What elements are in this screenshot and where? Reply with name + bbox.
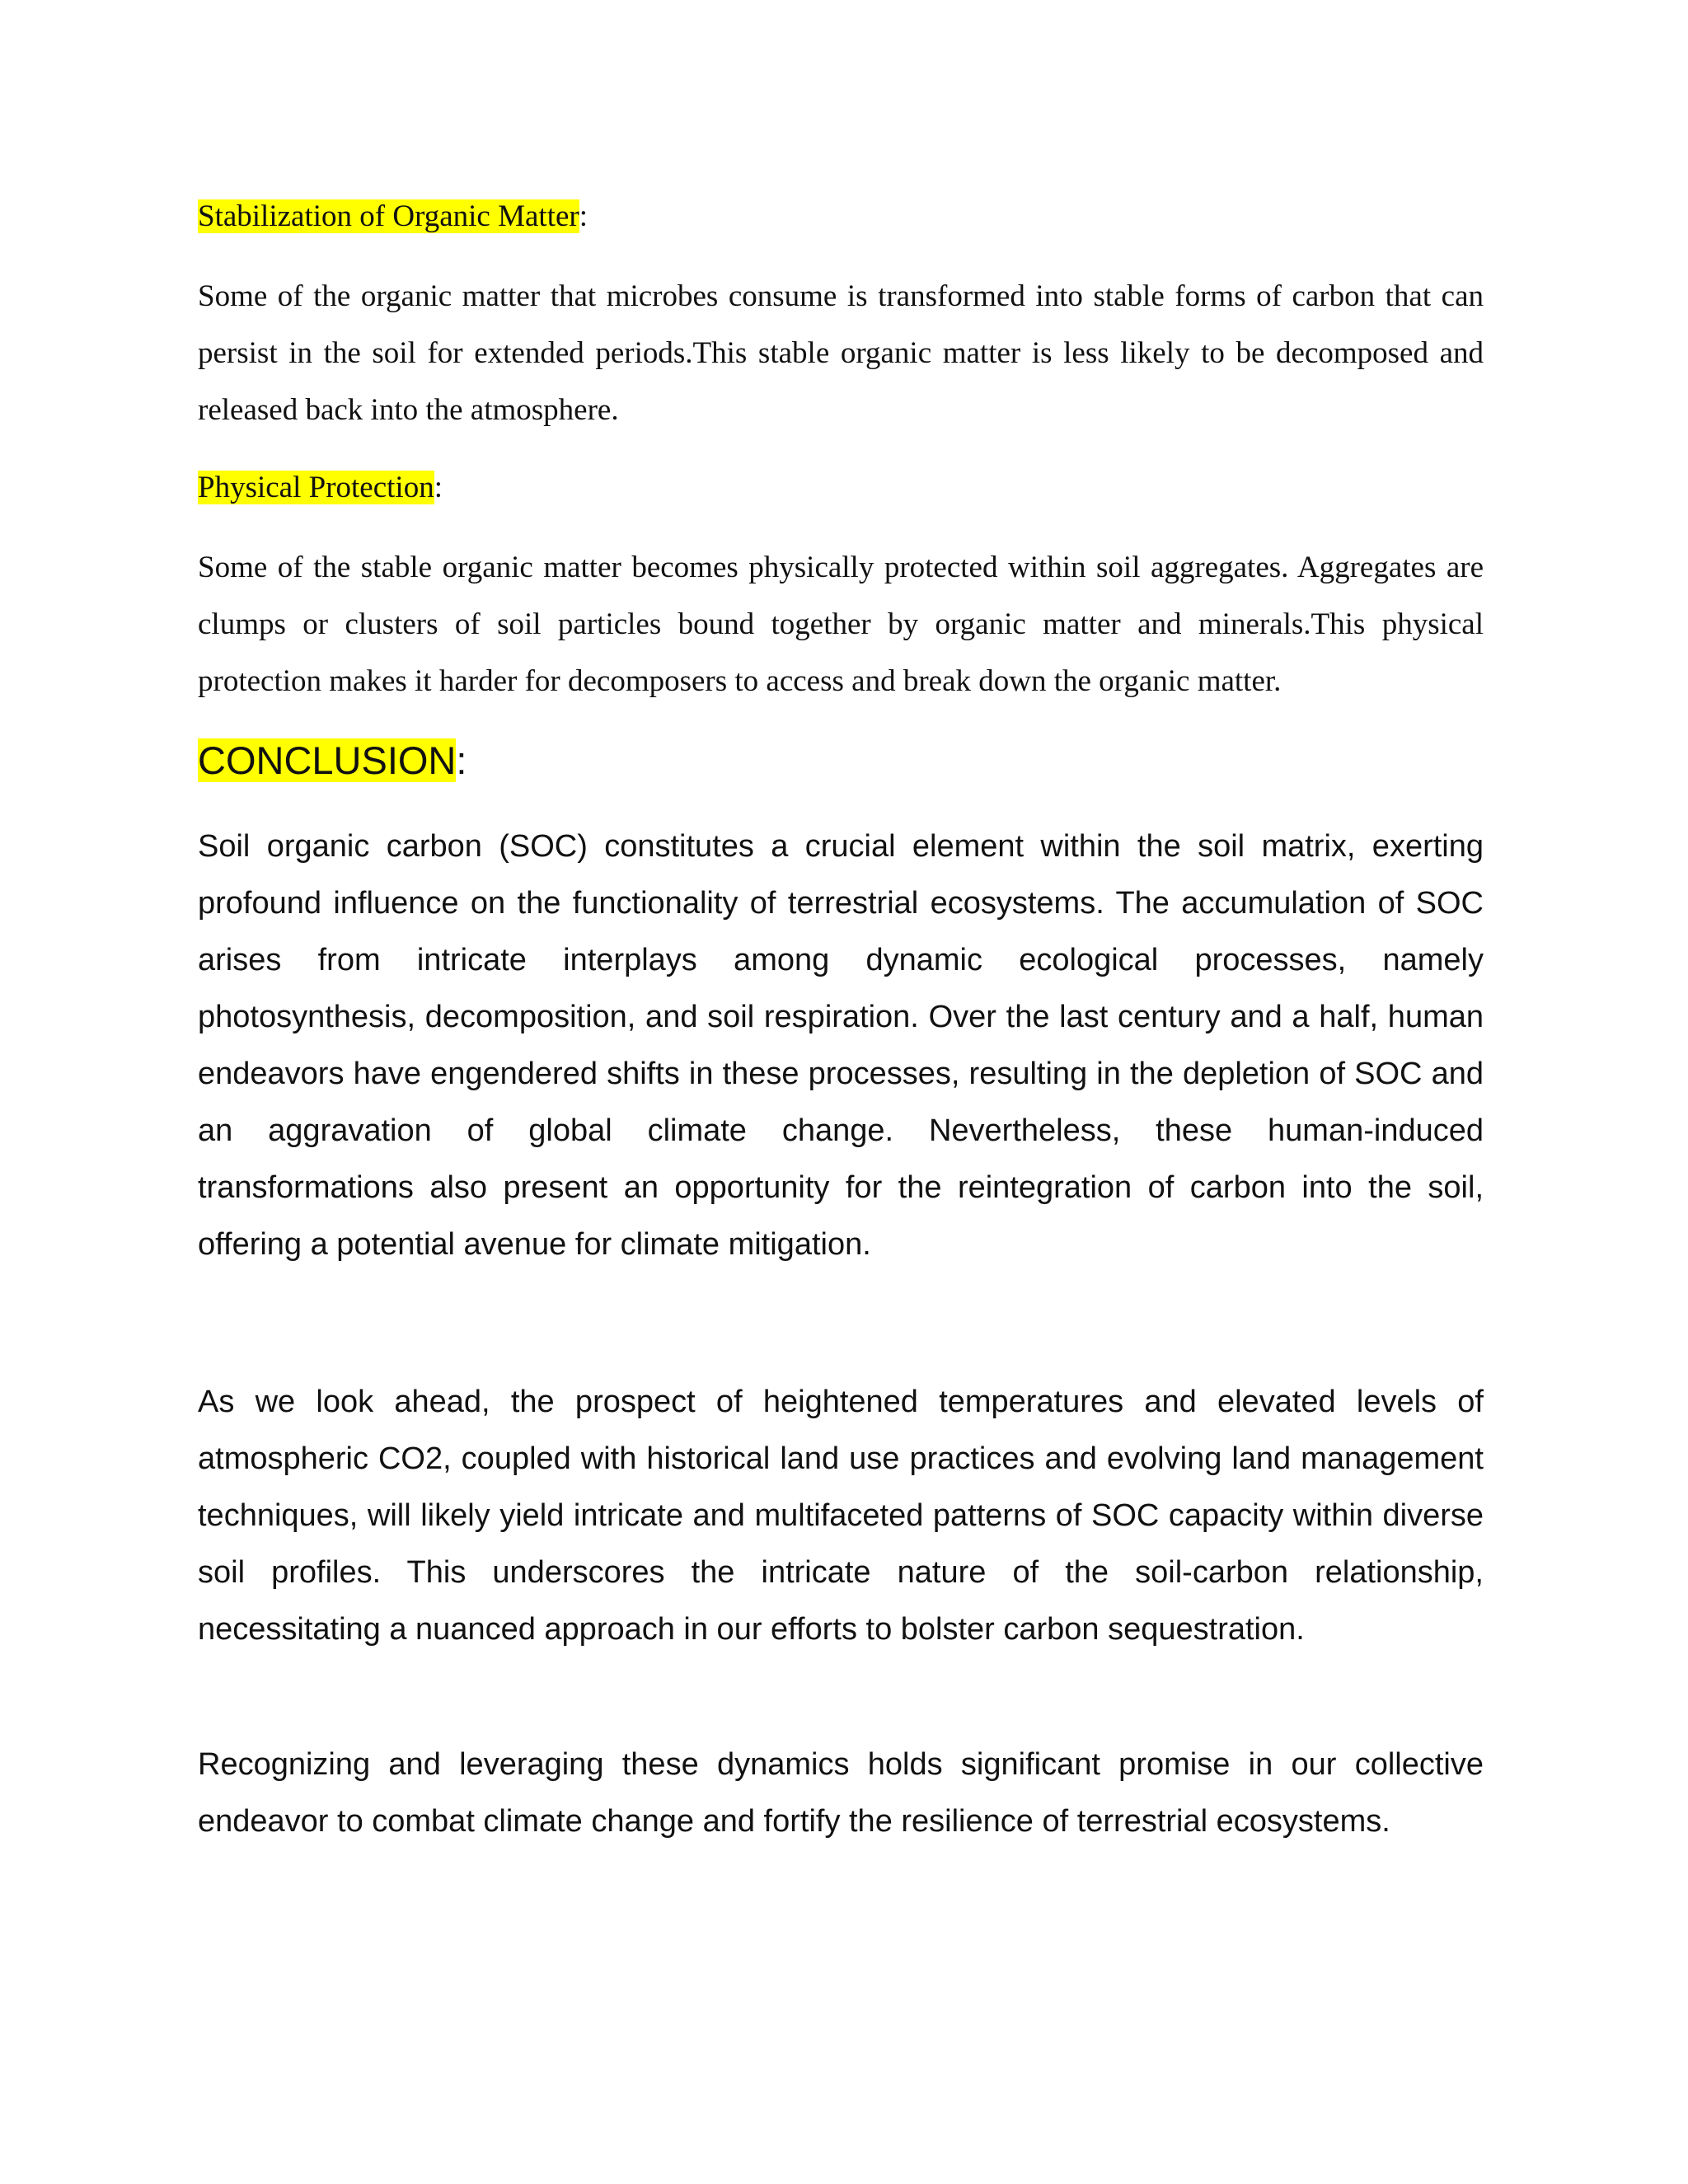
paragraph-text: Soil organic carbon (SOC) constitutes a crucial element within the soil matrix, exerting profound influence on the functionality of terrestrial ecosystems. The accumulation of SOC arises from intricate interplays among dynamic ecological processes, namely photosynthesis, decomposition, and soil respiration. Over the last century and a half, human endeavors have engendered shifts in these processes, resulting in the depletion of SOC and an aggravation of global climate change. Nevertheless, these human-induced transformations also present an opportunity for the reintegration of carbon into the soil, offering a potential avenue for climate mitigation. (198, 829, 1484, 1262)
section-heading-stabilization (198, 188, 1484, 245)
conclusion-paragraph-2 (198, 1374, 1484, 1658)
paragraph-physical-protection (198, 539, 1484, 710)
paragraph-stabilization (198, 268, 1484, 438)
highlighted-heading-text: Physical Protection (198, 471, 434, 504)
conclusion-paragraph-3 (198, 1736, 1484, 1850)
section-heading-physical-protection (198, 459, 1484, 516)
highlighted-heading-text: Stabilization of Organic Matter (198, 199, 579, 233)
paragraph-text: Recognizing and leveraging these dynamics holds significant promise in our collective endeavor to combat climate change and fortify the resilience of terrestrial ecosystems. (198, 1747, 1484, 1839)
heading-colon: : (579, 199, 588, 233)
paragraph-text: Some of the organic matter that microbes consume is transformed into stable forms of carbon that can persist in the soil for extended periods.This stable organic matter is less likely to be decomposed and released back into the atmosphere. (198, 279, 1484, 427)
heading-colon: : (434, 471, 443, 504)
paragraph-text: Some of the stable organic matter becomes physically protected within soil aggregates. Aggregates are clumps or clusters of soil particles bound together by organic matter and minerals.This physical protection makes it harder for decomposers to access and break down the organic matter. (198, 551, 1484, 698)
heading-colon: : (456, 738, 467, 782)
conclusion-heading (198, 736, 1484, 785)
highlighted-heading-text: CONCLUSION (198, 738, 457, 782)
conclusion-paragraph-1 (198, 818, 1484, 1273)
paragraph-text: As we look ahead, the prospect of heightened temperatures and elevated levels of atmospheric CO2, coupled with historical land use practices and evolving land management techniques, will likely yield intricate and multifaceted patterns of SOC capacity within diverse soil profiles. This underscores the intricate nature of the soil-carbon relationship, necessitating a nuanced approach in our efforts to bolster carbon sequestration. (198, 1385, 1484, 1647)
